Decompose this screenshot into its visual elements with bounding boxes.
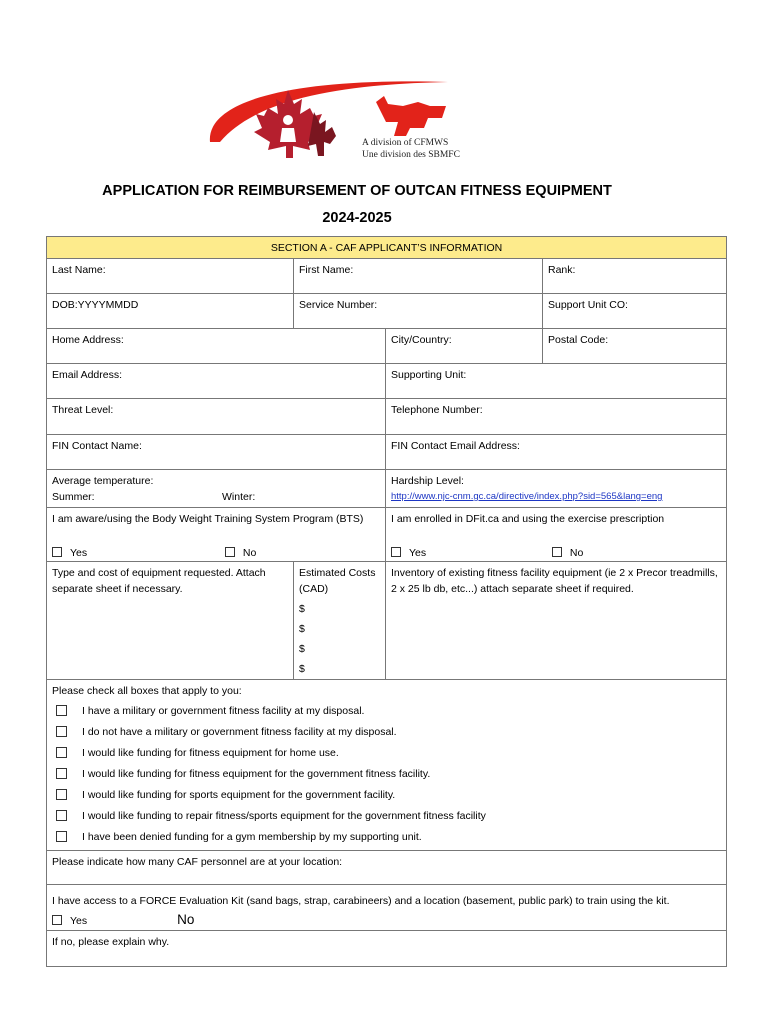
force-no-label[interactable]: No [177,912,195,927]
bts-no-label: No [242,547,257,559]
cost-line-3[interactable]: $ [299,643,305,655]
last-name-field[interactable]: Last Name: [47,259,294,294]
form-year: 2024-2025 [322,210,392,226]
option-checkbox-7[interactable] [56,831,67,842]
bts-yes-checkbox[interactable] [52,547,62,557]
form-title: APPLICATION FOR REIMBURSEMENT OF OUTCAN FITNESS EQUIPMENT [102,183,612,199]
option-checkbox-6[interactable] [56,810,67,821]
first-name-field[interactable]: First Name: [294,259,543,294]
option-label-4: I would like funding for fitness equipment for the government fitness facility. [82,767,431,780]
dob-field[interactable]: DOB:YYYYMMDD [47,294,294,329]
average-temperature-label: Average temperature: [52,475,154,487]
option-label-7: I have been denied funding for a gym membership by my supporting unit. [82,830,422,843]
option-row-6[interactable] [52,805,721,826]
section-a-heading: SECTION A - CAF APPLICANT’S INFORMATION [47,237,727,259]
logo-caption-fr: Une division des SBMFC [362,150,460,160]
threat-level-field[interactable]: Threat Level: [47,399,386,435]
home-address-field[interactable]: Home Address: [47,329,386,364]
bts-question-text: I am aware/using the Body Weight Training System Program (BTS) [52,513,364,525]
fin-contact-name-field[interactable]: FIN Contact Name: [47,435,386,470]
estimated-costs-field[interactable] [294,562,386,680]
postal-code-field[interactable]: Postal Code: [543,329,727,364]
dfit-question [386,508,727,562]
telephone-field[interactable]: Telephone Number: [386,399,727,435]
option-checkbox-3[interactable] [56,747,67,758]
logo-caption-en: A division of CFMWS [362,138,449,148]
inventory-field[interactable]: Inventory of existing fitness facility equipment (ie 2 x Precor treadmills, 2 x 25 lb db, etc...) attach separate sheet if required. [386,562,727,680]
check-all-label: Please check all boxes that apply to you: [52,685,242,697]
cost-line-4[interactable]: $ [299,663,305,675]
cost-line-1[interactable]: $ [299,603,305,615]
cost-line-2[interactable]: $ [299,623,305,635]
bts-no-checkbox[interactable] [225,547,235,557]
option-checkbox-1[interactable] [56,705,67,716]
support-unit-co-field[interactable]: Support Unit CO: [543,294,727,329]
hardship-level-label: Hardship Level: [391,475,464,487]
dfit-no-label: No [569,547,584,559]
force-yes-label: Yes [70,915,88,927]
equipment-type-field[interactable]: Type and cost of equipment requested. Attach separate sheet if necessary. [47,562,294,680]
average-temperature-field[interactable] [47,470,386,508]
applicant-form [46,236,727,967]
summer-label: Summer: [52,491,95,503]
option-label-6: I would like funding to repair fitness/sports equipment for the government fitness facility [82,809,486,822]
option-checkbox-5[interactable] [56,789,67,800]
bts-yes-label: Yes [70,547,88,559]
option-label-3: I would like funding for fitness equipment for home use. [82,746,339,759]
dfit-question-text: I am enrolled in DFit.ca and using the exercise prescription [391,513,665,525]
option-row-1[interactable] [52,700,721,721]
option-row-5[interactable] [52,784,721,805]
option-checkbox-4[interactable] [56,768,67,779]
fin-contact-email-field[interactable]: FIN Contact Email Address: [386,435,727,470]
option-row-7[interactable] [52,826,721,847]
service-number-field[interactable]: Service Number: [294,294,543,329]
supporting-unit-field[interactable]: Supporting Unit: [386,364,727,399]
explain-field[interactable]: If no, please explain why. [47,931,727,967]
option-row-3[interactable] [52,742,721,763]
dfit-no-checkbox[interactable] [552,547,562,557]
option-row-2[interactable] [52,721,721,742]
hardship-level-field[interactable] [386,470,727,508]
winter-label: Winter: [222,491,256,503]
email-address-field[interactable]: Email Address: [47,364,386,399]
cfmws-mark-icon [376,96,446,136]
hardship-level-link[interactable]: http://www.njc-cnm.gc.ca/directive/index.php?sid=565&lang=eng [391,491,663,502]
city-country-field[interactable]: City/Country: [386,329,543,364]
option-label-1: I have a military or government fitness facility at my disposal. [82,704,365,717]
checkbox-options [47,680,727,851]
dfit-yes-label: Yes [409,547,427,559]
cfmws-logo [198,72,478,172]
rank-field[interactable]: Rank: [543,259,727,294]
force-kit-text: I have access to a FORCE Evaluation Kit (sand bags, strap, carabineers) and a location (basement, public park) to train using the kit. [52,895,670,907]
option-checkbox-2[interactable] [56,726,67,737]
bts-question [47,508,386,562]
personnel-count-field[interactable]: Please indicate how many CAF personnel are at your location: [47,851,727,885]
force-yes-checkbox[interactable] [52,915,62,925]
option-row-4[interactable] [52,763,721,784]
force-kit-question [47,885,727,931]
dfit-yes-checkbox[interactable] [391,547,401,557]
estimated-costs-label: Estimated Costs (CAD) [299,567,376,595]
option-label-5: I would like funding for sports equipment for the government facility. [82,788,396,801]
option-label-2: I do not have a military or government fitness facility at my disposal. [82,725,397,738]
